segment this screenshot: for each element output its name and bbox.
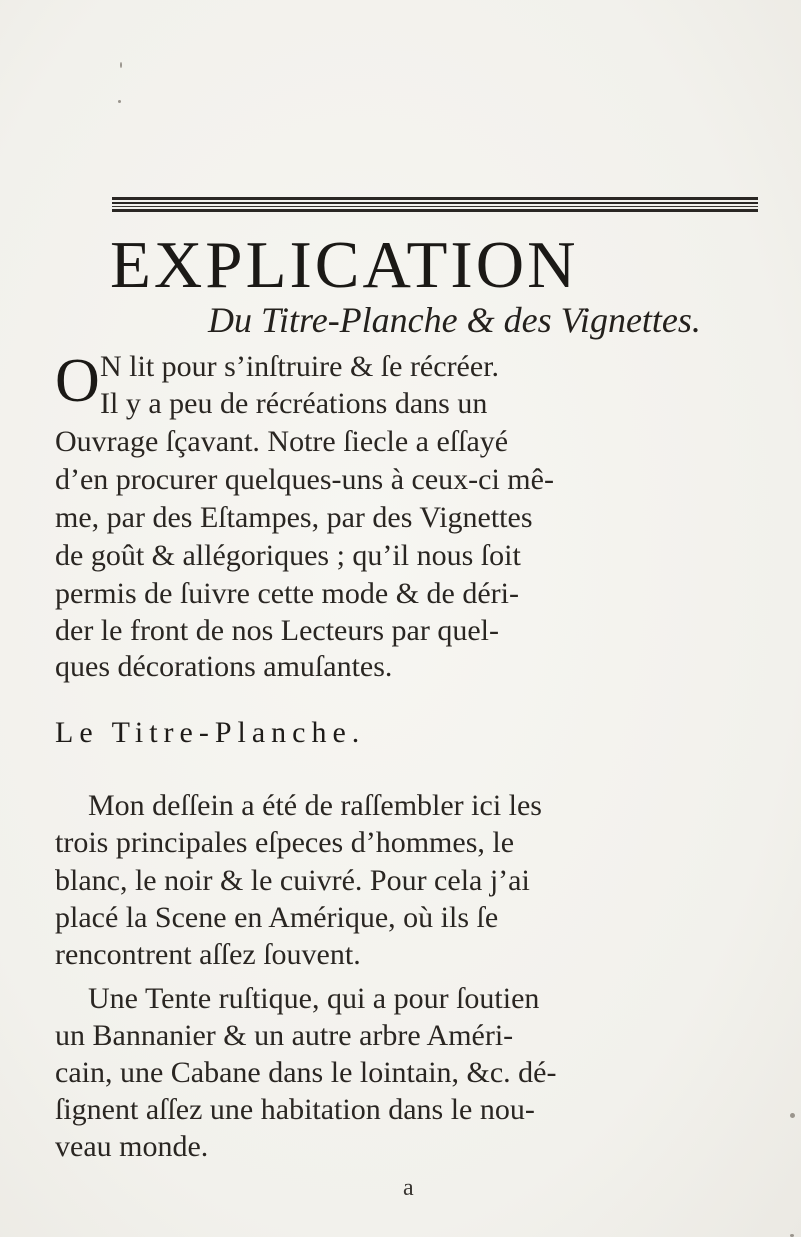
text-line: un Bannanier & un autre arbre Améri- <box>55 1019 514 1052</box>
text-line: Mon deſſein a été de raſſembler ici les <box>88 789 542 822</box>
drop-cap: O <box>55 347 100 415</box>
page-subtitle: Du Titre-Planche & des Vignettes. <box>208 300 701 340</box>
text-line: d’en procurer quelques-uns à ceux-ci mê- <box>55 463 554 496</box>
rule-line <box>112 197 758 200</box>
text-line: ques décorations amuſantes. <box>55 650 393 683</box>
text-line: N lit pour s’inſtruire & ſe récréer. <box>100 350 500 383</box>
text-line: cain, une Cabane dans le lointain, &c. dé- <box>55 1056 557 1089</box>
text-line: placé la Scene en Amérique, où ils ſe <box>55 901 499 934</box>
text-line: de goût & allégoriques ; qu’il nous ſoit <box>55 539 521 572</box>
text-line: me, par des Eſtampes, par des Vignettes <box>55 501 533 534</box>
text-line: permis de ſuivre cette mode & de déri- <box>55 577 519 610</box>
rule-line <box>112 206 758 207</box>
text-line: Une Tente ruſtique, qui a pour ſoutien <box>88 982 540 1015</box>
text-line: ſignent aſſez une habitation dans le nou- <box>55 1093 535 1126</box>
signature-mark: a <box>403 1175 414 1201</box>
text-line: veau monde. <box>55 1130 209 1163</box>
text-line: rencontrent aſſez ſouvent. <box>55 938 361 971</box>
paper-speck <box>120 62 122 68</box>
ornamental-rule <box>112 197 758 213</box>
rule-line <box>112 209 758 212</box>
page-title: EXPLICATION <box>110 228 579 302</box>
paper-speck <box>790 1113 795 1118</box>
text-line: trois principales eſpeces d’hommes, le <box>55 826 515 859</box>
paper-speck <box>118 100 121 103</box>
rule-line <box>112 202 758 204</box>
text-line: Il y a peu de récréations dans un <box>100 387 488 420</box>
section-heading: Le Titre-Planche. <box>55 716 366 749</box>
text-line: Ouvrage ſçavant. Notre ſiecle a eſſayé <box>55 425 509 458</box>
text-line: der le front de nos Lecteurs par quel- <box>55 614 499 647</box>
text-line: blanc, le noir & le cuivré. Pour cela j’ai <box>55 864 530 897</box>
